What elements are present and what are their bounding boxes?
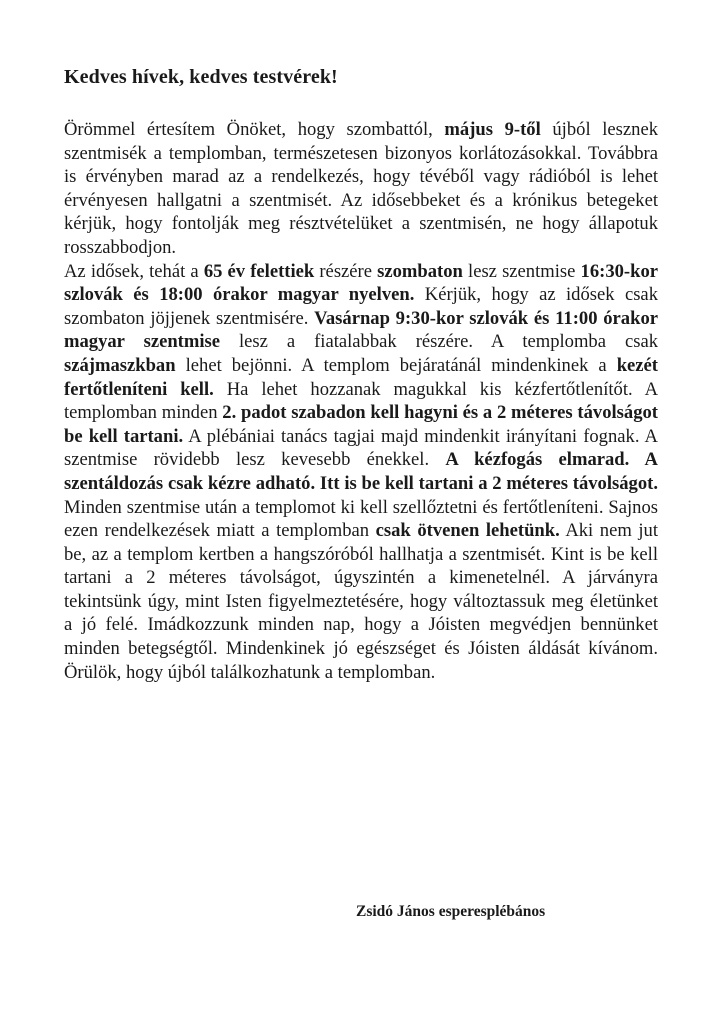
- text-run: részére: [314, 260, 378, 282]
- text-run: A plébániai tanács tagjai majd mindenkit irányítani fognak. A szentmise rövidebb lesz kevesebb énekkel.: [64, 425, 658, 471]
- letter-body: [64, 118, 658, 684]
- salutation-heading: Kedves hívek, kedves testvérek!: [64, 66, 338, 88]
- bold-text-run: Vasárnap 9:30-kor szlovák és 11:00 órakor magyar szentmise: [64, 307, 658, 353]
- text-run: Kérjük, hogy az idősek csak szombaton jöjjenek szentmisére.: [64, 284, 658, 329]
- text-run: lesz a fiatalabbak részére. A templomba csak: [220, 331, 658, 353]
- text-run: Az idősek, tehát a: [64, 260, 204, 282]
- paragraph-2: [64, 260, 658, 685]
- bold-text-run: 16:30-kor szlovák és 18:00 órakor magyar nyelven.: [64, 260, 658, 306]
- bold-text-run: szájmaszkban: [64, 354, 176, 376]
- paragraph-1: [64, 118, 658, 260]
- bold-text-run: csak ötvenen lehetünk.: [375, 520, 560, 542]
- bold-text-run: 2. padot szabadon kell hagyni és a 2 méteres távolságot be kell tartani.: [64, 402, 658, 447]
- text-run: Ha lehet hozzanak magukkal kis kézfertőtlenítőt. A templomban minden: [64, 378, 659, 424]
- text-run: lehet bejönni. A templom bejáratánál mindenkinek a: [175, 354, 617, 376]
- text-run: Minden szentmise után a templomot ki kell szellőztetni és fertőtleníteni. Sajnos ezen rendelkezések miatt a templomban: [64, 496, 658, 542]
- text-run: lesz szentmise: [462, 260, 581, 282]
- bold-text-run: A kézfogás elmarad. A szentáldozás csak kézre adható. Itt is be kell tartani a 2 méteres távolságot.: [64, 449, 658, 494]
- bold-text-run: 65 év felettiek: [203, 260, 315, 282]
- bold-text-run: szombaton: [377, 260, 463, 282]
- text-run: Aki nem jut be, az a templom kertben a hangszóróból hallhatja a szentmisét. Kint is be kell tartani a 2 méteres távolságot, úgyszintén a kimenetelnél. A járványra tekintsünk úgy, mint Isten figyelmeztetésére, hogy változtassuk meg életünket a jó felé. Imádkozzunk minden nap, hogy a Jóisten megvédjen bennünket minden betegségtől. Mindenkinek jó egészséget és Jóisten áldását kívánom. Örülök, hogy újból találkozhatunk a templomban.: [64, 520, 658, 683]
- bold-text-run: kezét fertőtleníteni kell.: [64, 354, 658, 400]
- text-run: Örömmel értesítem Önöket, hogy szombattól,: [64, 119, 445, 140]
- bold-text-run: május 9-től: [444, 119, 541, 140]
- text-run: újból lesznek szentmisék a templomban, természetesen bizonyos korlátozásokkal. Továbbra is érvényben marad az a rendelkezés, hogy tévéből vagy rádióból is lehet érvényesen hallgatni a szentmisét. Az idősebbeket és a krónikus betegeket kérjük, hogy fontolják meg résztvételüket a szentmisén, ne hogy állapotuk rosszabbodjon.: [64, 119, 658, 258]
- signature: Zsidó János esperesplébános: [356, 903, 546, 920]
